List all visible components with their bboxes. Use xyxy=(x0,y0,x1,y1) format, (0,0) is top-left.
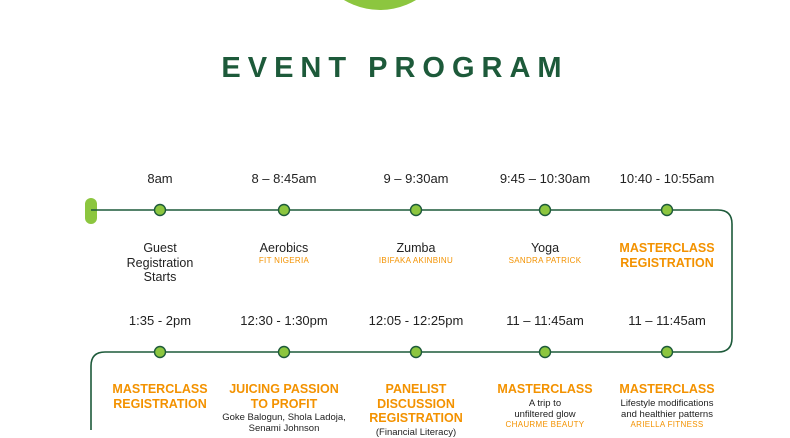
event-title-line: REGISTRATION xyxy=(620,255,714,270)
timeline-node xyxy=(540,347,551,358)
timeline-node xyxy=(155,205,166,216)
timeline-node xyxy=(662,205,673,216)
event-time: 12:30 - 1:30pm xyxy=(240,313,328,328)
event-host: FIT NIGERIA xyxy=(258,256,310,265)
event-title-line: REGISTRATION xyxy=(369,411,463,425)
event-description: and healthier patterns xyxy=(621,408,713,420)
event-time: 9 – 9:30am xyxy=(383,171,449,186)
event-description: A trip to xyxy=(528,397,562,409)
event-title-line: DISCUSSION xyxy=(377,396,455,411)
event-title-line: PANELIST xyxy=(385,382,447,396)
event-title-line: TO PROFIT xyxy=(250,396,318,411)
event-time: 12:05 - 12:25pm xyxy=(368,313,464,328)
event-title-line: MASTERCLASS xyxy=(112,382,208,396)
event-time: 10:40 - 10:55am xyxy=(619,171,715,186)
event-title-line: Registration xyxy=(126,255,194,270)
timeline-node xyxy=(411,347,422,358)
event-title-line: Starts xyxy=(143,270,177,284)
event-time: 11 – 11:45am xyxy=(628,313,706,328)
event-time: 11 – 11:45am xyxy=(506,313,584,328)
event-description: unfiltered glow xyxy=(514,408,576,420)
timeline-node xyxy=(279,347,290,358)
event-title-line: MASTERCLASS xyxy=(497,382,593,396)
timeline-node xyxy=(411,205,422,216)
event-title-line: REGISTRATION xyxy=(113,396,207,411)
event-title-line: Zumba xyxy=(396,241,436,255)
event-title-line: Yoga xyxy=(530,241,560,255)
event-host: IBIFAKA AKINBINU xyxy=(378,256,454,265)
page-title: EVENT PROGRAM xyxy=(221,52,569,84)
event-title-line: JUICING PASSION xyxy=(229,382,339,396)
event-description: Senami Johnson xyxy=(248,423,320,434)
event-title-line: MASTERCLASS xyxy=(619,241,715,255)
event-title-line: MASTERCLASS xyxy=(619,382,715,396)
timeline-node xyxy=(279,205,290,216)
event-title-line: Guest xyxy=(143,241,177,255)
timeline-node xyxy=(662,347,673,358)
event-host: CHAURME BEAUTY xyxy=(505,420,585,429)
event-host: ARIELLA FITNESS xyxy=(630,420,704,429)
event-description: Lifestyle modifications xyxy=(620,397,714,409)
event-time: 8 – 8:45am xyxy=(251,171,317,186)
timeline-node xyxy=(155,347,166,358)
event-description: (Financial Literacy) xyxy=(375,426,457,438)
timeline-node xyxy=(540,205,551,216)
event-time: 1:35 - 2pm xyxy=(128,313,192,328)
event-title-line: Aerobics xyxy=(259,241,309,255)
event-host: SANDRA PATRICK xyxy=(508,256,582,265)
event-time: 9:45 – 10:30am xyxy=(499,171,591,186)
timeline-start-cap xyxy=(85,198,97,224)
event-description: Goke Balogun, Shola Ladoja, xyxy=(222,412,346,423)
event-time: 8am xyxy=(147,171,173,186)
